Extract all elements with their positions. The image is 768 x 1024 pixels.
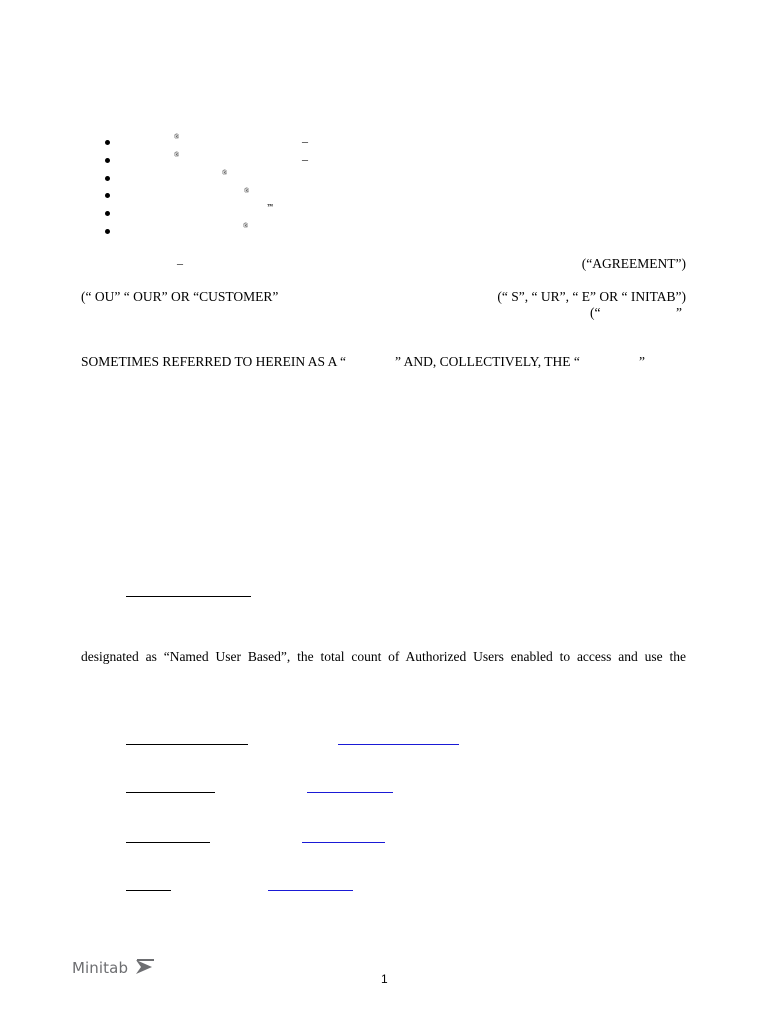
minitab-logo (72, 959, 155, 978)
quote-open: (“ (590, 305, 601, 320)
registered-mark: ® (243, 222, 249, 230)
registered-mark: ® (222, 169, 228, 177)
trademark-mark: ™ (267, 204, 273, 210)
page-number: 1 (381, 972, 388, 986)
bullet-dot (105, 176, 110, 181)
intro-dash: – (177, 256, 183, 270)
en-dash: – (302, 152, 308, 166)
underlined-heading (126, 596, 251, 597)
minitab-definition: (“ S”, “ UR”, “ E” OR “ INITAB”) (497, 289, 686, 304)
agreement-term: (“AGREEMENT”) (581, 256, 686, 271)
bullet-dot (105, 140, 110, 145)
named-user-sentence: designated as “Named User Based”, the total count of Authorized Users enabled to access and use the (81, 649, 686, 664)
underlined-heading (126, 842, 210, 843)
bullet-dot (105, 158, 110, 163)
underlined-heading (126, 792, 215, 793)
registered-mark: ® (174, 133, 180, 141)
underlined-heading (126, 744, 248, 745)
parties-collectively: ” AND, COLLECTIVELY, THE “ (395, 354, 580, 369)
customer-definition: (“ OU” “ OUR” OR “CUSTOMER” (81, 289, 279, 304)
hyperlink[interactable] (302, 842, 385, 843)
parties-close-quote: ” (639, 354, 645, 369)
registered-mark: ® (244, 187, 250, 195)
en-dash: – (302, 134, 308, 148)
logo-wordmark: Minitab (72, 959, 129, 977)
underlined-heading (126, 890, 171, 891)
hyperlink[interactable] (268, 890, 353, 891)
bullet-dot (105, 193, 110, 198)
registered-mark: ® (174, 151, 180, 159)
bullet-dot (105, 229, 110, 234)
hyperlink[interactable] (307, 792, 393, 793)
party-reference-line: SOMETIMES REFERRED TO HEREIN AS A “ (81, 354, 347, 369)
quote-close: ” (676, 305, 682, 320)
hyperlink[interactable] (338, 744, 459, 745)
bullet-dot (105, 211, 110, 216)
logo-icon (135, 959, 155, 975)
